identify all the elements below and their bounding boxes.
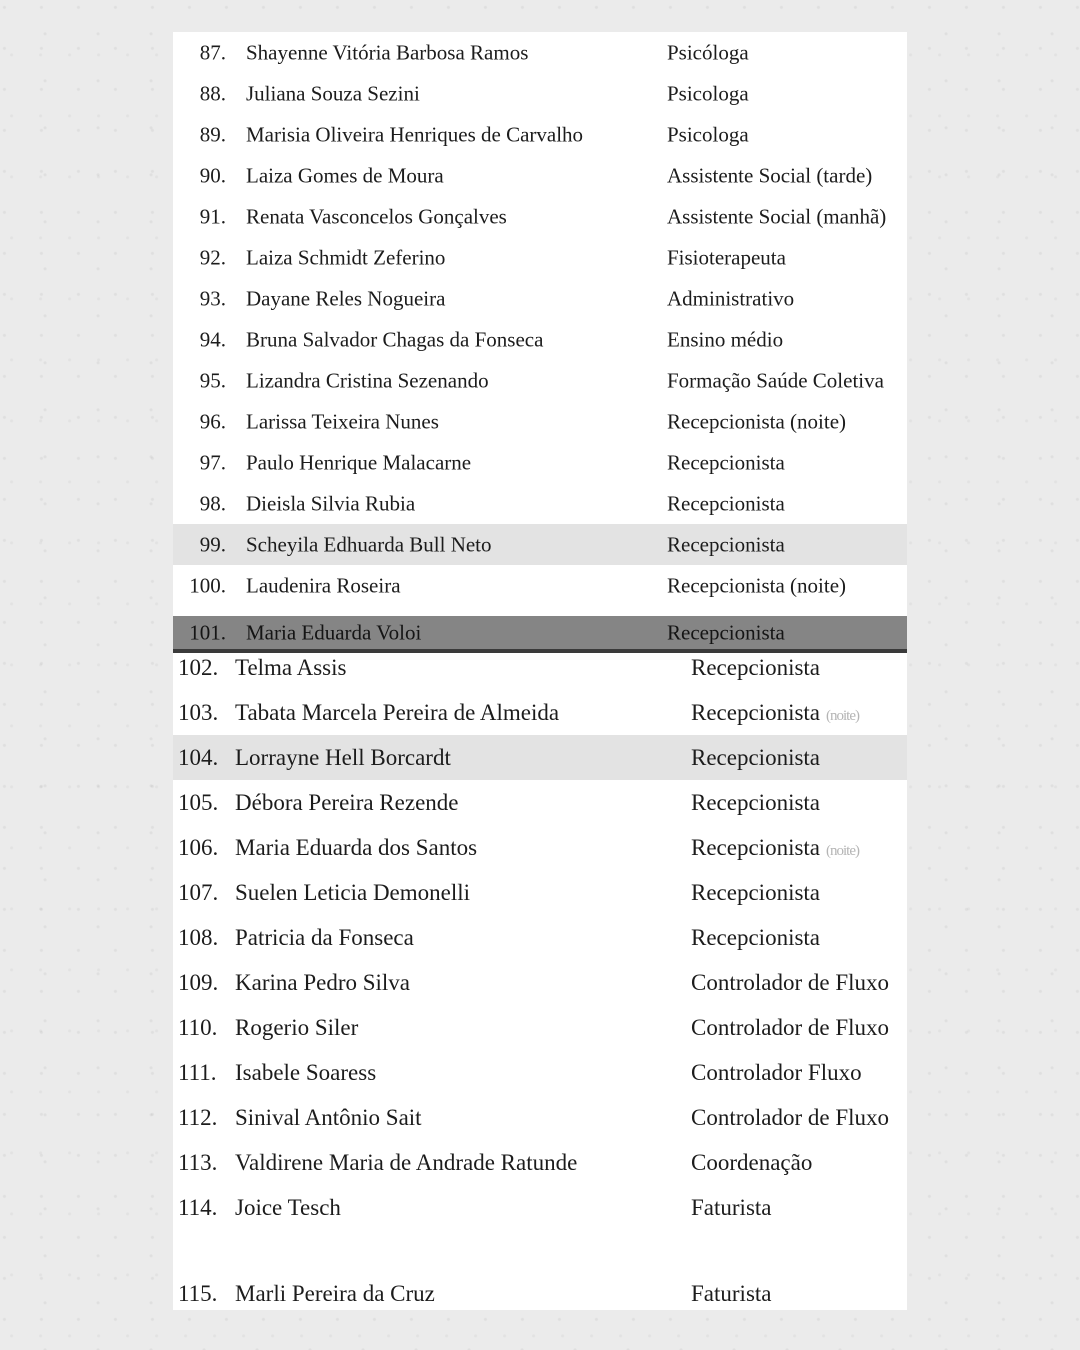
list-item xyxy=(173,1185,907,1230)
staff-name: Karina Pedro Silva xyxy=(235,969,411,995)
role-text: Recepcionista xyxy=(691,834,821,860)
item-number: 88. xyxy=(199,81,226,105)
staff-role: Ensino médio xyxy=(667,327,784,351)
item-number: 108. xyxy=(178,924,219,950)
staff-name: Suelen Leticia Demonelli xyxy=(235,879,471,905)
staff-role: Formação Saúde Coletiva xyxy=(667,368,884,392)
staff-role: Recepcionista xyxy=(667,532,785,556)
staff-name: Renata Vasconcelos Gonçalves xyxy=(246,204,507,228)
list-item xyxy=(173,690,907,735)
item-number: 106. xyxy=(178,834,219,860)
staff-list-section-top xyxy=(173,32,907,649)
staff-role: Psicóloga xyxy=(667,40,749,64)
list-item xyxy=(173,155,907,196)
staff-name: Rogerio Siler xyxy=(235,1014,359,1040)
staff-name: Marisia Oliveira Henriques de Carvalho xyxy=(246,122,584,146)
list-item xyxy=(173,442,907,483)
staff-role: Recepcionista xyxy=(691,924,821,950)
staff-name: Laiza Schmidt Zeferino xyxy=(246,245,446,269)
item-number: 94. xyxy=(199,327,226,351)
staff-name: Tabata Marcela Pereira de Almeida xyxy=(235,699,560,725)
item-number: 114. xyxy=(178,1194,218,1220)
list-item xyxy=(173,196,907,237)
staff-role: Recepcionista xyxy=(691,654,821,680)
staff-name: Larissa Teixeira Nunes xyxy=(246,409,439,433)
staff-role: Recepcionista xyxy=(691,879,821,905)
staff-name: Sinival Antônio Sait xyxy=(235,1104,422,1130)
staff-name: Juliana Souza Sezini xyxy=(246,81,420,105)
item-number: 95. xyxy=(199,368,226,392)
list-item xyxy=(173,1050,907,1095)
list-item xyxy=(173,32,907,73)
staff-name: Shayenne Vitória Barbosa Ramos xyxy=(246,40,529,64)
list-item xyxy=(173,1005,907,1050)
list-item xyxy=(173,1140,907,1185)
staff-name: Patricia da Fonseca xyxy=(235,924,414,950)
item-number: 103. xyxy=(178,699,219,725)
list-item-highlighted xyxy=(173,524,907,565)
staff-name: Débora Pereira Rezende xyxy=(235,789,459,815)
staff-name: Scheyila Edhuarda Bull Neto xyxy=(246,532,492,556)
list-item xyxy=(173,114,907,155)
staff-role: Recepcionista xyxy=(691,744,821,770)
staff-role: Assistente Social (manhã) xyxy=(667,204,887,228)
list-item xyxy=(173,825,907,870)
staff-name: Laudenira Roseira xyxy=(246,573,401,597)
staff-role: Controlador Fluxo xyxy=(691,1059,862,1085)
list-item xyxy=(173,360,907,401)
staff-role: Recepcionista (noite) xyxy=(667,573,847,597)
staff-name: Maria Eduarda dos Santos xyxy=(235,834,478,860)
staff-role: Coordenação xyxy=(691,1149,813,1175)
list-item xyxy=(173,401,907,442)
list-item xyxy=(173,483,907,524)
list-item xyxy=(173,278,907,319)
staff-role xyxy=(691,700,859,726)
staff-role: Faturista xyxy=(691,1280,772,1306)
list-item-highlighted xyxy=(173,735,907,780)
staff-name: Telma Assis xyxy=(235,654,347,680)
staff-name: Paulo Henrique Malacarne xyxy=(246,450,472,474)
list-item xyxy=(173,870,907,915)
staff-name: Maria Eduarda Voloi xyxy=(246,620,422,644)
item-number: 90. xyxy=(199,163,226,187)
role-text: Recepcionista xyxy=(691,699,821,725)
staff-list-section-bottom xyxy=(173,650,907,1310)
staff-role: Recepcionista xyxy=(667,491,785,515)
document-page xyxy=(173,32,907,1310)
item-number: 112. xyxy=(178,1104,218,1130)
list-item xyxy=(173,565,907,606)
list-item xyxy=(173,1271,907,1316)
staff-role: Assistente Social (tarde) xyxy=(667,163,873,187)
item-number: 107. xyxy=(178,879,219,905)
item-number: 99. xyxy=(199,532,226,556)
item-number: 105. xyxy=(178,789,219,815)
staff-role: Recepcionista (noite) xyxy=(667,409,847,433)
item-number: 100. xyxy=(189,573,226,597)
staff-name: Lorrayne Hell Borcardt xyxy=(235,744,451,770)
list-item xyxy=(173,780,907,825)
item-number: 93. xyxy=(199,286,226,310)
item-number: 109. xyxy=(178,969,219,995)
staff-role: Controlador de Fluxo xyxy=(691,969,890,995)
staff-role: Recepcionista xyxy=(667,450,785,474)
item-number: 115. xyxy=(178,1280,218,1306)
staff-role: Psicologa xyxy=(667,122,749,146)
item-number: 96. xyxy=(199,409,226,433)
staff-role: Recepcionista xyxy=(691,789,821,815)
staff-name: Lizandra Cristina Sezenando xyxy=(246,368,489,392)
item-number: 89. xyxy=(199,122,226,146)
item-number: 102. xyxy=(178,654,219,680)
faded-role-note: (noite) xyxy=(826,842,859,859)
staff-role: Psicologa xyxy=(667,81,749,105)
faded-role-note: (noite) xyxy=(826,707,859,724)
item-number: 92. xyxy=(199,245,226,269)
item-number: 111. xyxy=(178,1059,217,1085)
list-item xyxy=(173,1095,907,1140)
list-item xyxy=(173,960,907,1005)
staff-name: Marli Pereira da Cruz xyxy=(235,1280,435,1306)
staff-role: Fisioterapeuta xyxy=(667,245,786,269)
item-number: 98. xyxy=(199,491,226,515)
staff-role: Controlador de Fluxo xyxy=(691,1014,890,1040)
staff-role: Controlador de Fluxo xyxy=(691,1104,890,1130)
staff-role xyxy=(691,835,859,861)
staff-name: Dieisla Silvia Rubia xyxy=(246,491,416,515)
staff-name: Joice Tesch xyxy=(235,1194,341,1220)
staff-name: Dayane Reles Nogueira xyxy=(246,286,446,310)
list-item xyxy=(173,319,907,360)
list-item xyxy=(173,73,907,114)
item-number: 97. xyxy=(199,450,226,474)
list-item xyxy=(173,645,907,690)
staff-name: Valdirene Maria de Andrade Ratunde xyxy=(235,1149,578,1175)
staff-name: Laiza Gomes de Moura xyxy=(246,163,444,187)
list-item xyxy=(173,237,907,278)
item-number: 91. xyxy=(199,204,226,228)
item-number: 104. xyxy=(178,744,219,770)
staff-name: Isabele Soaress xyxy=(235,1059,377,1085)
list-item xyxy=(173,915,907,960)
staff-role: Administrativo xyxy=(667,286,795,310)
staff-role: Recepcionista xyxy=(667,620,785,644)
staff-role: Faturista xyxy=(691,1194,772,1220)
item-number: 87. xyxy=(199,40,226,64)
staff-name: Bruna Salvador Chagas da Fonseca xyxy=(246,327,544,351)
item-number: 101. xyxy=(189,620,226,644)
item-number: 110. xyxy=(178,1014,218,1040)
item-number: 113. xyxy=(178,1149,218,1175)
